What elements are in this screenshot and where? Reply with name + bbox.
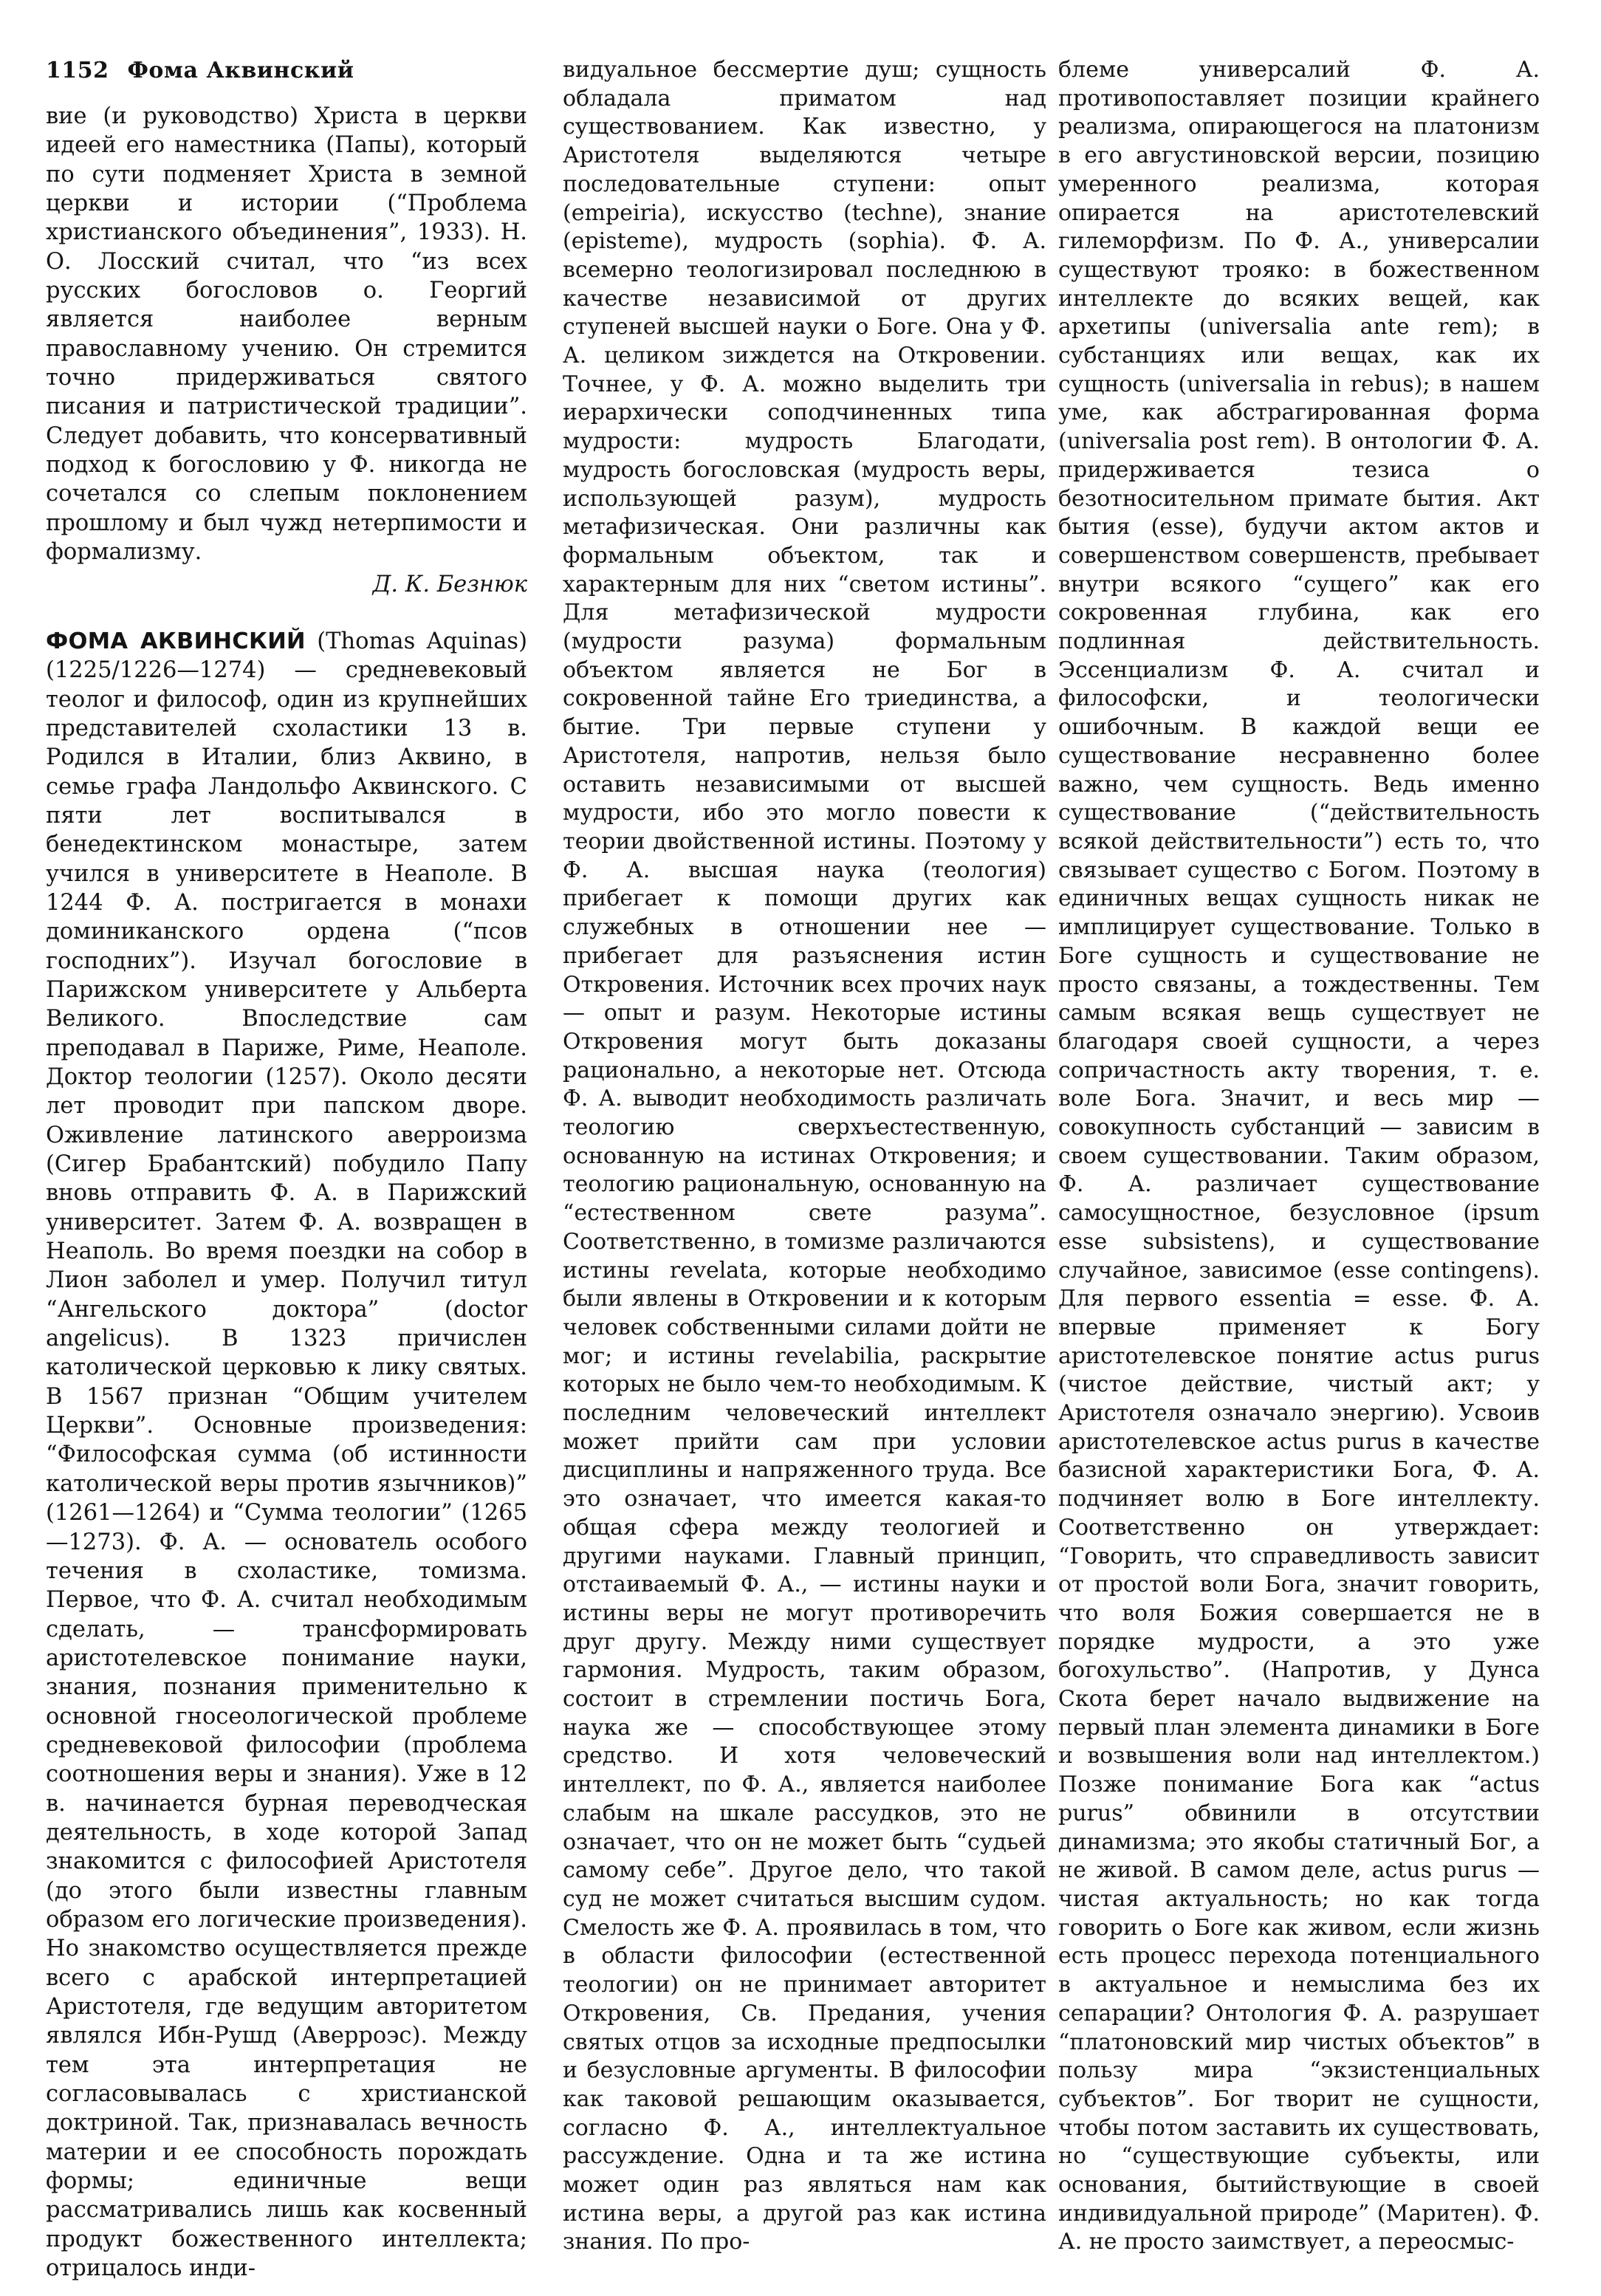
article-separator <box>46 599 527 627</box>
running-header <box>46 58 354 83</box>
column-text: видуальное бессмертие душ; сущность обладала приматом над существованием. Как известно, у Аристотеля выделяются четыре последовательные ступени: опыт (empeiria), искусство (techne), знание (episteme), мудрость (sophia). Ф. А. всемерно теологизировал последнюю в качестве независимой от других ступеней высшей науки о Боге. Она у Ф. А. целиком зиждется на Откровении. Точнее, у Ф. А. можно выделить три иерархически соподчиненных типа мудрости: мудрость Благодати, мудрость богословская (мудрость веры, использующей разум), мудрость метафизическая. Они различны как формальным объектом, так и характерным для них “светом истины”. Для метафизической мудрости (мудрости разума) формальным объектом является не Бог в сокровенной тайне Его триединства, а бытие. Три первые ступени у Аристотеля, напротив, нельзя было оставить независимыми от высшей мудрости, ибо это могло повести к теории двойственной истины. Поэтому у Ф. А. высшая наука (теология) прибегает к помощи других как служебных в отношении нее — прибегает для разъяснения истин Откровения. Источник всех прочих наук — опыт и разум. Некоторые истины Откровения могут быть доказаны рационально, а некоторые нет. Отсюда Ф. А. выводит необходимость различать теологию сверхъестественную, основанную на истинах Откровения; и теологию рациональную, основанную на “естественном свете разума”. Соответственно, в томизме различаются истины revelata, которые необходимо были явлены в Откровении и к которым человек собственными силами дойти не мог; и истины revelabilia, раскрытие которых не было чем-то необходимым. К последним человеческий интеллект может прийти сам при условии дисциплины и напряженного труда. Все это означает, что имеется какая-то общая сфера между теологией и другими науками. Главный принцип, отстаиваемый Ф. А., — истины науки и истины веры не могут противоречить друг другу. Между ними существует гармония. Мудрость, таким образом, состоит в стремлении постичь Бога, наука же — способствующее этому средство. И хотя человеческий интеллект, по Ф. А., является наиболее слабым на шкале рассудков, это не означает, что он не может быть “судьей самому себе”. Другое дело, что такой суд не может считаться высшим судом. Смелость же Ф. А. проявилась в том, что в области философии (естественной теологии) он не принимает авторитет Откровения, Св. Предания, учения святых отцов за исходные предпосылки и безусловные аргументы. В философии как таковой решающим оказывается, согласно Ф. А., интеллектуальное рассуждение. Одна и та же истина может один раз являться нам как истина веры, а другой раз как истина знания. По про- <box>563 57 1046 2255</box>
text-column-2 <box>563 56 1046 2257</box>
column-text: блеме универсалий Ф. А. противопоставляет позиции крайнего реализма, опирающегося на платонизм в его августиновской версии, позицию умеренного реализма, которая опирается на аристотелевский гилеморфизм. По Ф. А., универсалии существуют трояко: в божественном интеллекте до всяких вещей, как архетипы (universalia ante rem); в субстанциях или вещах, как их сущность (universalia in rebus); в нашем уме, как абстрагированная форма (universalia post rem). В онтологии Ф. А. придерживается тезиса о безотносительном примате бытия. Акт бытия (esse), будучи актом актов и совершенством совершенств, пребывает внутри всякого “сущего” как его сокровенная глубина, как его подлинная действительность. Эссенциализм Ф. А. считал и философски, и теологически ошибочным. В каждой вещи ее существование несравненно более важно, чем сущность. Ведь именно существование (“действительность всякой действительности”) есть то, что связывает существо с Богом. Поэтому в единичных вещах сущность никак не имплицирует существование. Только в Боге сущность и существование не просто связаны, а тождественны. Тем самым всякая вещь существует не благодаря своей сущности, а через сопричастность акту творения, т. е. воле Бога. Значит, и весь мир — совокупность субстанций — зависим в своем существовании. Таким образом, Ф. А. различает существование самосущностное, безусловное (ipsum esse subsistens), и существование случайное, зависимое (esse contingens). Для первого essentia = esse. Ф. А. впервые применяет к Богу аристотелевское понятие actus purus (чистое действие, чистый акт; у Аристотеля означало энергию). Усвоив аристотелевское actus purus в качестве базисной характеристики Бога, Ф. А. подчиняет волю в Боге интеллекту. Соответственно он утверждает: “Говорить, что справедливость зависит от простой воли Бога, значит говорить, что воля Божия совершается не в порядке мудрости, а это уже богохульство”. (Напротив, у Дунса Скота берет начало выдвижение на первый план элемента динамики в Боге и возвышения воли над интеллектом.) Позже понимание Бога как “actus purus” обвинили в отсутствии динамизма; это якобы статичный Бог, а не живой. В самом деле, actus purus — чистая актуальность; но как тогда говорить о Боге как живом, если жизнь есть процесс перехода потенциального в актуальное и немыслима без их сепарации? Онтология Ф. А. разрушает “платоновский мир чистых объектов” в пользу мира “экзистенциальных субъектов”. Бог творит не сущности, чтобы потом заставить их существовать, но “существующие субъекты, или основания, бытийствующие в своей индивидуальной природе” (Маритен). Ф. А. не просто заимствует, а переосмыс- <box>1058 57 1540 2255</box>
text-column-1 <box>46 102 527 2283</box>
text-column-3 <box>1058 56 1540 2257</box>
article-end-paragraph: вие (и руководство) Христа в церкви идеей его наместника (Папы), который по сути подменяет Христа в земной церкви и истории (“Проблема христианского объединения”, 1933). Н. О. Лосский считал, что “из всех русских богословов о. Георгий является наиболее верным православному учению. Он стремится точно придерживаться святого писания и патристической традиции”. Следует добавить, что консервативный подход к богословию у Ф. никогда не сочетался со слепым поклонением прошлому и был чужд нетерпимости и формализму. <box>46 103 527 566</box>
page-number: 1152 <box>46 58 109 83</box>
running-title: Фома Аквинский <box>127 58 354 83</box>
article-body: (Thomas Aquinas) (1225/1226—1274) — средневековый теолог и философ, один из крупнейших представителей схоластики 13 в. Родился в Италии, близ Аквино, в семье графа Ландольфо Аквинского. С пяти лет воспитывался в бенедектинском монастыре, затем учился в университете в Неаполе. В 1244 Ф. А. постригается в монахи доминиканского ордена (“псов господних”). Изучал богословие в Парижском университете у Альберта Великого. Впоследствие сам преподавал в Париже, Риме, Неаполе. Доктор теологии (1257). Около десяти лет проводит при папском дворе. Оживление латинского аверроизма (Сигер Брабантский) побудило Папу вновь отправить Ф. А. в Парижский университет. Затем Ф. А. возвращен в Неаполь. Во время поездки на собор в Лион заболел и умер. Получил титул “Ангельского доктора” (doctor angelicus). В 1323 причислен католической церковью к лику святых. В 1567 признан “Общим учителем Церкви”. Основные произведения: “Философская сумма (об истинности католической веры против язычников)” (1261—1264) и “Сумма теологии” (1265—1273). Ф. А. — основатель особого течения в схоластике, томизма. Первое, что Ф. А. считал необходимым сделать, — трансформировать аристотелевское понимание науки, знания, познания применительно к основной гносеологической проблеме средневековой философии (проблема соотношения веры и знания). Уже в 12 в. начинается бурная переводческая деятельность, в ходе которой Запад знакомится с философией Аристотеля (до этого были известны главным образом его логические произведения). Но знакомство осуществляется прежде всего с арабской интерпретацией Аристотеля, где ведущим авторитетом являлся Ибн-Рушд (Аверроэс). Между тем эта интерпретация не согласовывалась с христианской доктриной. Так, признавалась вечность материи и ее способность порождать формы; единичные вещи рассматривались лишь как косвенный продукт божественного интеллекта; отрицалось инди- <box>46 628 527 2282</box>
article-paragraph <box>46 627 527 2283</box>
author-signature: Д. К. Безнюк <box>372 571 527 597</box>
article-headword: ФОМА АКВИНСКИЙ <box>46 628 306 654</box>
